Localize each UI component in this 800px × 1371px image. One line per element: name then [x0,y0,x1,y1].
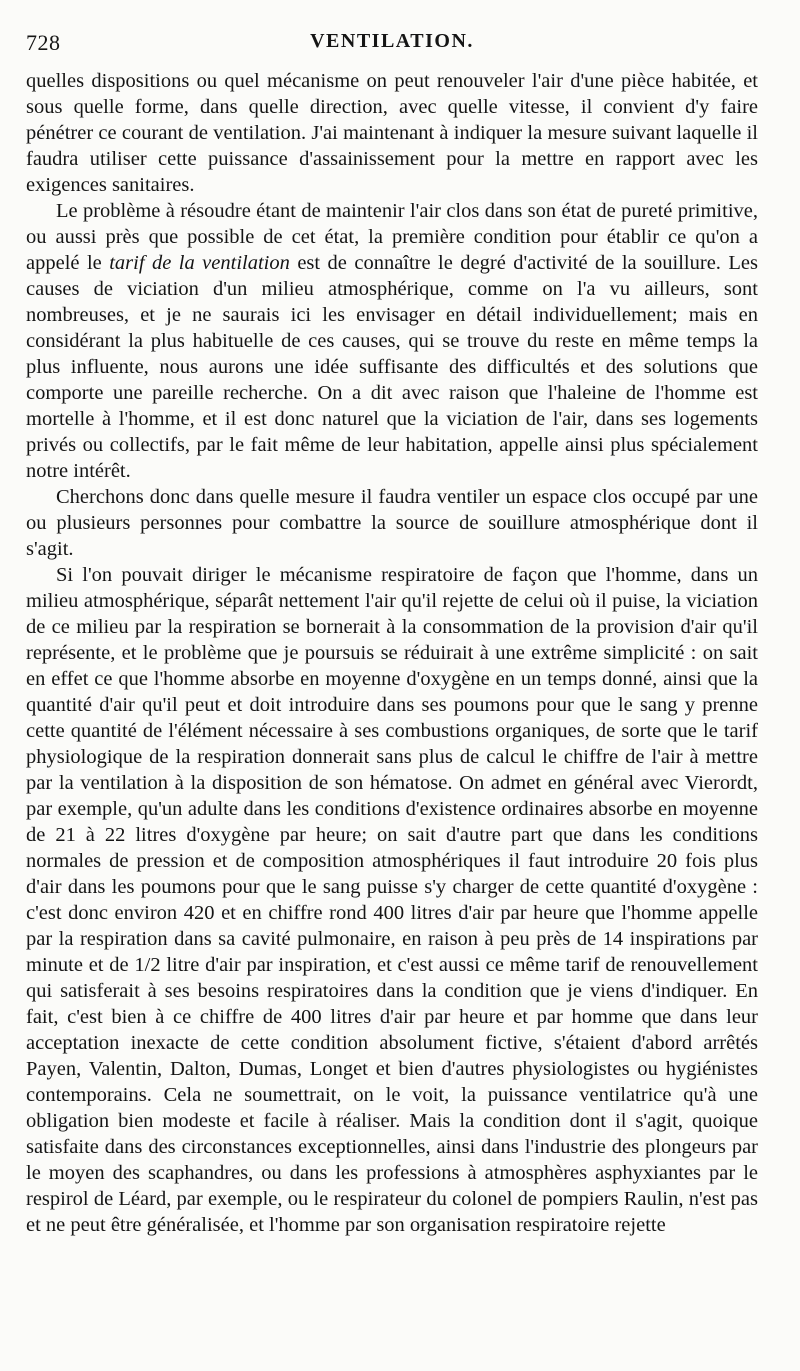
running-title: VENTILATION. [310,30,474,52]
running-head [26,24,758,60]
paragraph-text: Le problème à résoudre étant de maintenir l'air clos dans son état de pureté primitive, ou aussi près que possible de cet état, la première condition pour établir ce qu'on a appelé le [26,200,758,274]
italic-term: tarif de la ventilation [109,252,290,274]
paragraph-measure: Cherchons donc dans quelle mesure il faudra ventiler un espace clos occupé par une ou plusieurs personnes pour combattre la source de souillure atmosphérique dont il s'agit. [26,486,758,560]
body-text [26,68,758,1238]
paragraph-text: est de connaître le degré d'activité de la souillure. Les causes de viciation d'un milieu atmosphérique, comme on l'a vu ailleurs, sont nombreuses, et je ne saurais ici les envisager en détail individuellement; mais en considérant la plus habituelle de ces causes, qui se trouve du reste en même temps la plus influente, nous aurons une idée suffisante des difficultés et des solutions que comporte une pareille recherche. On a dit avec raison que l'haleine de l'homme est mortelle à l'homme, et il est donc naturel que la viciation de l'air, dans ses logements privés ou collectifs, par le fait même de leur habitation, appelle ainsi plus spécialement notre intérêt. [26,252,758,482]
paragraph-ventilation-tariff [26,198,758,484]
page-number: 728 [26,30,61,55]
paragraph-respiration: Si l'on pouvait diriger le mécanisme respiratoire de façon que l'homme, dans un milieu atmosphérique, séparât nettement l'air qu'il rejette de celui où il puise, la viciation de ce milieu par la respiration se bornerait à la consommation de la provision d'air qu'il représente, et le problème que je poursuis se réduirait à une extrême simplicité : on sait en effet ce que l'homme absorbe en moyenne d'oxygène en un temps donné, ainsi que la quantité d'air qu'il peut et doit introduire dans ses poumons pour que le sang y prenne cette quantité de l'élément nécessaire à ses combustions organiques, de sorte que le tarif physiologique de la respiration donnerait sans plus de calcul le chiffre de l'air à mettre par la ventilation à la disposition de son hématose. On admet en général avec Vierordt, par exemple, qu'un adulte dans les conditions d'existence ordinaires absorbe en moyenne de 21 à 22 litres d'oxygène par heure; on sait d'autre part que dans les conditions normales de pression et de composition atmosphériques il faut introduire 20 fois plus d'air dans les poumons pour que le sang puisse s'y charger de cette quantité d'oxygène : c'est donc environ 420 et en chiffre rond 400 litres d'air par heure que l'homme appelle par la respiration dans sa cavité pulmonaire, en raison à peu près de 14 inspirations par minute et de 1/2 litre d'air par inspiration, et c'est aussi ce même tarif de renouvellement qui satisferait à ses besoins respiratoires dans la condition que je viens d'indiquer. En fait, c'est bien à ce chiffre de 400 litres d'air par heure et par homme que dans leur acceptation inexacte de cette condition absolument fictive, s'étaient d'abord arrêtés Payen, Valentin, Dalton, Dumas, Longet et bien d'autres physiologistes ou hygiénistes contemporains. Cela ne soumettrait, on le voit, la puissance ventilatrice qu'à une obligation bien modeste et facile à réaliser. Mais la condition dont il s'agit, quoique satisfaite dans des circonstances exceptionnelles, ainsi dans l'industrie des plongeurs par le moyen des scaphandres, ou dans les professions à atmosphères asphyxiantes par le respirol de Léard, par exemple, ou le respirateur du colonel de pompiers Raulin, n'est pas et ne peut être généralisée, et l'homme par son organisation respiratoire rejette [26,564,758,1236]
paragraph-continuation: quelles dispositions ou quel mécanisme on peut renouveler l'air d'une pièce habitée, et sous quelle forme, dans quelle direction, avec quelle vitesse, il convient d'y faire pénétrer ce courant de ventilation. J'ai maintenant à indiquer la mesure suivant laquelle il faudra utiliser cette puissance d'assainissement pour la mettre en rapport avec les exigences sanitaires. [26,70,758,196]
